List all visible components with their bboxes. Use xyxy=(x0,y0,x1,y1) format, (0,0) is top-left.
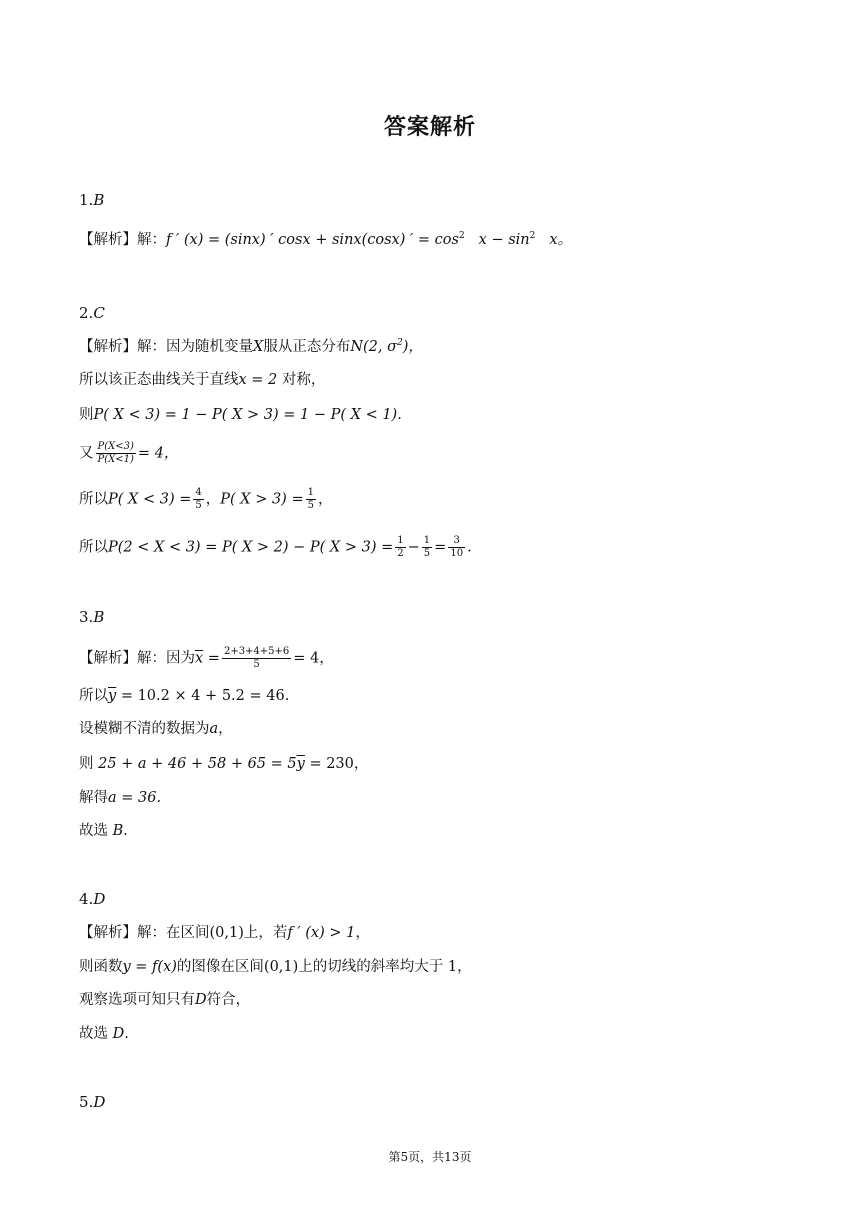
numerator: 2+3+4+5+6 xyxy=(223,646,290,657)
answer-letter: B xyxy=(93,608,105,626)
text: 所以 xyxy=(79,491,108,508)
question-1-heading xyxy=(79,190,104,210)
numerator: 1 xyxy=(307,487,314,498)
math: D xyxy=(112,1026,125,1042)
question-number: 1. xyxy=(79,191,94,209)
math: y = f(x) xyxy=(122,959,177,975)
question-2-line-4 xyxy=(79,441,178,466)
question-3-heading xyxy=(79,607,104,627)
exponent: 2 xyxy=(458,231,465,241)
question-number: 5. xyxy=(79,1093,94,1111)
text: 所以 xyxy=(79,688,108,704)
math: = 4， xyxy=(293,650,334,667)
question-4-line-2 xyxy=(79,957,472,977)
operator: − xyxy=(407,539,420,556)
numerator: 3 xyxy=(448,535,465,548)
text: 设模糊不清的数据为 xyxy=(79,721,210,737)
denominator: 5 xyxy=(307,500,314,511)
text: 又 xyxy=(79,445,94,462)
question-2-line-3 xyxy=(79,405,402,425)
text: 观察选项可知只有 xyxy=(79,992,195,1008)
text: ， xyxy=(355,925,370,941)
text: 对称， xyxy=(277,372,326,388)
expression-end: x。 xyxy=(549,232,573,248)
question-number: 3. xyxy=(79,608,94,626)
fraction xyxy=(193,487,203,512)
text: 符合， xyxy=(206,992,251,1008)
math: P( X < 3) = 1 − P( X > 3) = 1 − P( X < 1). xyxy=(93,407,402,423)
text: ， xyxy=(218,721,233,737)
exponent: 2 xyxy=(529,231,536,241)
text: ， xyxy=(317,491,333,508)
text: 解得 xyxy=(79,790,108,806)
text: 【解析】解：因为 xyxy=(79,650,195,667)
denominator: 10 xyxy=(450,548,464,559)
fraction xyxy=(96,441,136,466)
math: 25 + a + 46 + 58 + 65 = 5 xyxy=(98,756,297,772)
math: = 4， xyxy=(137,445,179,462)
question-number: 4. xyxy=(79,890,94,908)
operator: = xyxy=(434,539,447,556)
text: 故选 xyxy=(79,823,113,839)
question-4-line-1 xyxy=(79,923,370,943)
question-3-line-6 xyxy=(79,821,128,841)
answer-letter: B xyxy=(93,191,105,209)
math: P( X > 3) = xyxy=(220,491,304,508)
numerator: P(X<3) xyxy=(97,441,134,452)
fraction xyxy=(422,535,432,560)
text: 所以该正态曲线关于直线 xyxy=(79,372,239,388)
fraction xyxy=(222,646,291,671)
question-2-line-2 xyxy=(79,370,325,390)
fraction xyxy=(395,535,405,560)
text: . xyxy=(124,1026,129,1042)
question-2-line-1 xyxy=(79,337,423,357)
mean-y: $\overline{y}$ xyxy=(296,756,305,772)
answer-letter: C xyxy=(93,304,105,322)
question-3-line-3 xyxy=(79,719,233,739)
question-3-line-2 xyxy=(79,686,289,706)
numerator: 1 xyxy=(397,535,404,546)
question-3-line-1 xyxy=(79,646,334,671)
question-4-line-3 xyxy=(79,990,250,1010)
math: )， xyxy=(402,339,423,355)
fraction xyxy=(306,487,316,512)
question-4-heading xyxy=(79,889,105,909)
question-number: 2. xyxy=(79,304,94,322)
numerator: 4 xyxy=(195,487,202,498)
question-2-line-5 xyxy=(79,487,332,512)
page-title: 答案解析 xyxy=(383,115,476,140)
fraction xyxy=(448,535,465,560)
math: = 10.2 × 4 + 5.2 = 46. xyxy=(120,688,290,704)
math: D xyxy=(195,992,207,1008)
text: ， xyxy=(205,491,221,508)
text: 故选 xyxy=(79,1026,113,1042)
solution-tag: 【解析】解： xyxy=(79,232,166,248)
page-footer: 第5页，共13页 xyxy=(388,1150,472,1164)
question-1-solution xyxy=(79,230,572,250)
question-3-line-5 xyxy=(79,788,161,808)
answer-letter: D xyxy=(93,890,106,908)
denominator: P(X<1) xyxy=(97,454,134,465)
operator: = xyxy=(207,650,220,667)
math: a = 36. xyxy=(108,790,162,806)
denominator: 5 xyxy=(195,500,202,511)
math: N(2, σ xyxy=(350,339,398,355)
math: X xyxy=(253,339,264,355)
question-2-heading xyxy=(79,303,105,323)
text: 则 xyxy=(79,407,94,423)
text: 则函数 xyxy=(79,959,123,975)
question-2-line-6 xyxy=(79,535,472,560)
math: P( X < 3) = xyxy=(108,491,192,508)
mean-y: $\overline{y}$ xyxy=(108,688,117,704)
math: f ′ (x) > 1 xyxy=(287,925,356,941)
question-3-line-4 xyxy=(79,754,368,774)
denominator: 5 xyxy=(253,659,260,670)
question-5-heading xyxy=(79,1092,105,1112)
numerator: 1 xyxy=(423,535,431,546)
exponent: 2 xyxy=(397,338,403,348)
text: 【解析】解：因为随机变量 xyxy=(79,339,253,355)
denominator: 2 xyxy=(397,548,404,559)
expression-middle: x − sin xyxy=(478,232,530,248)
text: 则 xyxy=(79,756,99,772)
math: P(2 < X < 3) = P( X > 2) − P( X > 3) = xyxy=(108,539,394,556)
text: . xyxy=(467,539,472,556)
text: . xyxy=(123,823,128,839)
question-4-line-4 xyxy=(79,1024,129,1044)
answer-letter: D xyxy=(93,1093,106,1111)
math: a xyxy=(209,721,219,737)
derivative-expression: f ′ (x) = (sinx) ′ cosx + sinx(cosx) ′ = cos xyxy=(166,232,459,248)
mean-x: $\overline{x}$ xyxy=(195,650,204,667)
text: 的图像在区间(0,1)上的切线的斜率均大于 1， xyxy=(176,959,472,975)
text: 所以 xyxy=(79,539,108,556)
math: B xyxy=(112,823,124,839)
denominator: 5 xyxy=(423,548,431,559)
text: 【解析】解：在区间(0,1)上，若 xyxy=(79,925,288,941)
text: 服从正态分布 xyxy=(263,339,351,355)
math: x = 2 xyxy=(238,372,278,388)
math: = 230， xyxy=(309,756,369,772)
